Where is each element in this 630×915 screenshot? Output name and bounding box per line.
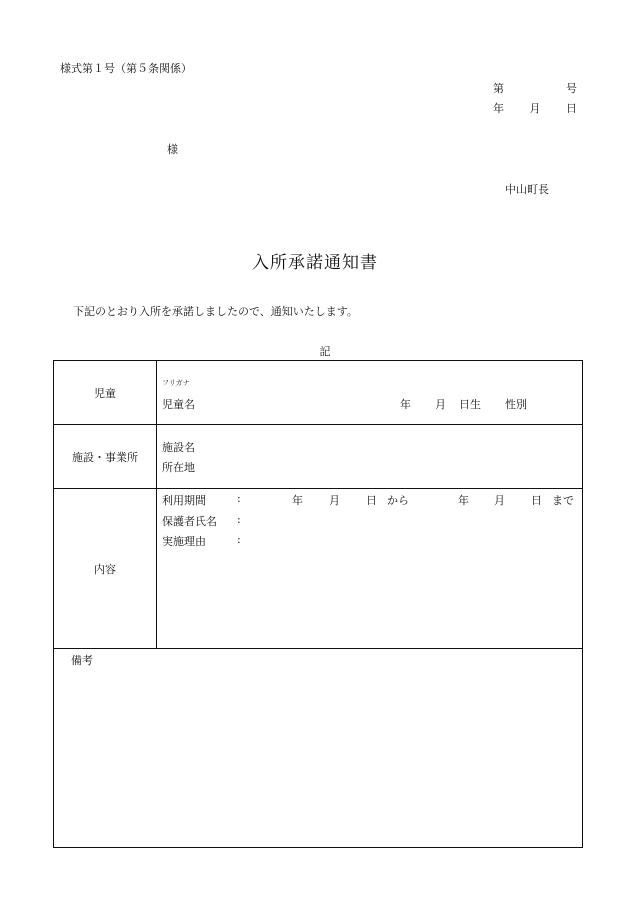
document-number-line [493,80,577,96]
furigana-label: フリガナ [162,379,190,387]
gender-label: 性別 [505,398,527,411]
form-number: 様式第１号（第５条関係） [60,62,192,75]
date-month: 月 [529,102,541,115]
period-to-year: 年 [458,494,469,507]
number-go: 号 [566,82,577,95]
ki-heading: 記 [319,345,331,358]
intro-text: 下記のとおり入所を承諾しましたので、通知いたします。 [73,305,358,318]
document-title: 入所承諾通知書 [252,253,378,273]
remarks-label: 備考 [71,654,93,667]
number-dai: 第 [493,82,504,95]
period-label: 利用期間 [162,494,206,507]
birth-month: 月 [435,398,446,411]
notice-table [53,360,583,848]
column-divider [156,361,157,648]
child-row-label: 児童 [94,387,116,400]
period-to-text: まで [552,494,574,507]
facility-name-label: 施設名 [162,441,195,454]
period-from-text: から [387,494,409,507]
content-row-label: 内容 [94,563,116,576]
child-name-label: 児童名 [162,398,195,411]
document-date-line [493,100,577,116]
row-divider [54,488,582,489]
issuer: 中山町長 [505,183,549,196]
period-from-year: 年 [292,494,303,507]
facility-row-label: 施設・事業所 [72,451,138,464]
period-colon: : [237,492,241,505]
date-day: 日 [566,102,577,115]
facility-location-label: 所在地 [162,461,195,474]
period-to-day: 日 [531,494,542,507]
period-to-month: 月 [494,494,505,507]
birth-year: 年 [400,398,411,411]
date-year: 年 [493,102,504,115]
row-divider [54,424,582,425]
reason-colon: : [237,533,241,546]
guardian-label: 保護者氏名 [162,515,217,528]
row-divider [54,648,582,649]
period-from-month: 月 [329,494,340,507]
guardian-colon: : [237,513,241,526]
reason-label: 実施理由 [162,535,206,548]
addressee-suffix: 様 [167,143,178,156]
birth-day: 日生 [459,398,481,411]
period-from-day: 日 [366,494,377,507]
